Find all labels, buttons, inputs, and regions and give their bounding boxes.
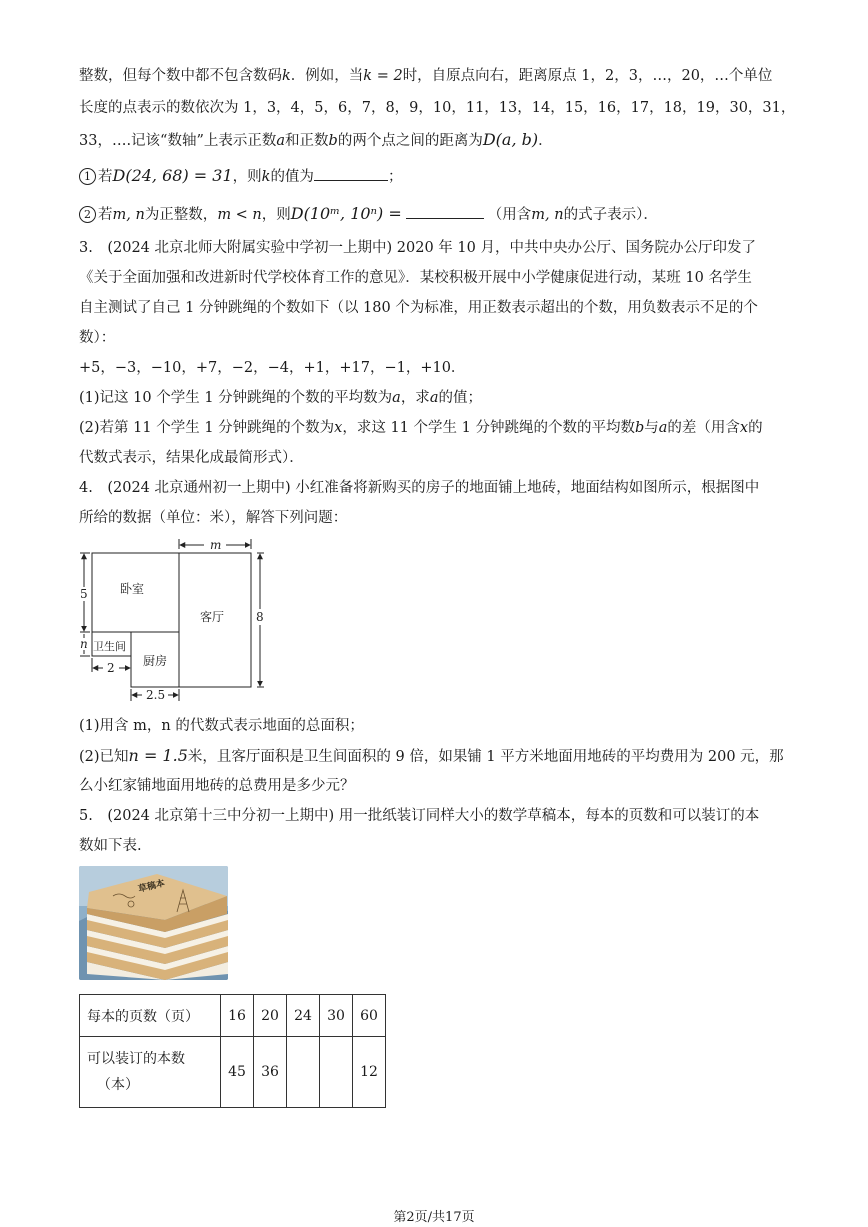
problem3-line1: 3. (2024 北京北师大附属实验中学初一上期中) 2020 年 10 月，中共中央办公厅、国务院办公厅印发了 xyxy=(79,240,756,256)
table-header-books: 可以装订的本数 （本） xyxy=(80,1037,221,1108)
table-cell: 36 xyxy=(254,1037,287,1108)
bathroom-label: 卫生间 xyxy=(93,640,126,653)
problem5-line2: 数如下表. xyxy=(79,838,142,854)
table-row xyxy=(80,1037,386,1108)
dim-2-5-label: 2.5 xyxy=(146,688,166,702)
table-cell: 30 xyxy=(320,995,353,1037)
problem3-question2-cont: 代数式表示，结果化成最简形式）． xyxy=(79,450,304,466)
notebook-cover-title: 草稿本 xyxy=(137,878,166,895)
table-cell: 20 xyxy=(254,995,287,1037)
notebook-stack-photo xyxy=(79,866,228,980)
dim-5-label: 5 xyxy=(80,587,88,601)
table-header-pages: 每本的页数（页） xyxy=(80,995,221,1037)
problem3-line3: 自主测试了自己 1 分钟跳绳的个数如下（以 180 个为标准，用正数表示超出的个数，用负数表示不足的个 xyxy=(79,300,758,316)
dim-n-label: n xyxy=(80,637,88,651)
problem4-question2: (2)已知n = 1.5米，且客厅面积是卫生间面积的 9 倍，如果铺 1 平方米地面用地砖的平均费用为 200 元，那 xyxy=(79,746,784,765)
answer-blank-2[interactable] xyxy=(406,204,484,219)
problem2-line3: 33，….记该“数轴”上表示正数a和正数b的两个点之间的距离为D(a, b)． xyxy=(79,130,553,149)
bedroom-label: 卧室 xyxy=(120,582,145,596)
problem2-question1: 1 若D(24, 68) = 31，则k的值为 ； xyxy=(79,166,402,187)
table-cell: 45 xyxy=(221,1037,254,1108)
dim-2-label: 2 xyxy=(107,661,115,675)
answer-blank-1[interactable] xyxy=(314,166,388,181)
table-cell-blank[interactable] xyxy=(320,1037,353,1108)
notebook-stack-illustration xyxy=(79,866,228,980)
problem3-question2: (2)若第 11 个学生 1 分钟跳绳的个数为x，求这 11 个学生 1 分钟跳绳的个数的平均数b与a的差（用含x的 xyxy=(79,420,763,436)
living-room-label: 客厅 xyxy=(200,610,225,624)
floor-plan-diagram xyxy=(74,535,274,705)
problem3-values: +5，−3，−10，+7，−2，−4，+1，+17，−1，+10． xyxy=(79,360,466,376)
problem3-line2: 《关于全面加强和改进新时代学校体育工作的意见》．某校积极开展中小学健康促进行动，某班 10 名学生 xyxy=(79,270,752,286)
problem2-line2: 长度的点表示的数依次为 1，3，4，5，6，7，8，9，10，11，13，14，15，16，17，18，19，30，31， xyxy=(79,100,796,116)
problem3-line4: 数）： xyxy=(79,330,116,346)
problem5-line1: 5. (2024 北京第十三中分初一上期中) 用一批纸装订同样大小的数学草稿本，每本的页数和可以装订的本 xyxy=(79,808,760,824)
problem3-question1: (1)记这 10 个学生 1 分钟跳绳的个数的平均数为a，求a的值； xyxy=(79,390,482,406)
page-footer: 第2页/共17页 xyxy=(393,1210,475,1225)
table-cell: 16 xyxy=(221,995,254,1037)
problem4-line2: 所给的数据（单位：米），解答下列问题： xyxy=(79,510,348,526)
table-cell-blank[interactable] xyxy=(287,1037,320,1108)
table-cell: 12 xyxy=(353,1037,386,1108)
problem4-line1: 4. (2024 北京通州初一上期中) 小红准备将新购买的房子的地面铺上地砖，地面结构如图所示，根据图中 xyxy=(79,480,760,496)
dim-8-label: 8 xyxy=(256,610,264,624)
kitchen-label: 厨房 xyxy=(143,654,168,668)
table-cell: 24 xyxy=(287,995,320,1037)
problem4-question1: (1)用含 m，n 的代数式表示地面的总面积； xyxy=(79,718,364,734)
table-cell: 60 xyxy=(353,995,386,1037)
problem4-question2-cont: 么小红家铺地面用地砖的总费用是多少元？ xyxy=(79,778,355,794)
pages-table xyxy=(79,994,386,1108)
problem2-line1: 整数，但每个数中都不包含数码k．例如，当k = 2时，自原点向右，距离原点 1，2，3，…，20，…个单位 xyxy=(79,68,773,84)
table-row xyxy=(80,995,386,1037)
dim-m-label: m xyxy=(210,538,222,552)
problem2-question2: 2 若m, n为正整数，m < n，则D(10ᵐ, 10ⁿ) = （用含m, n的式子表示）． xyxy=(79,204,658,225)
